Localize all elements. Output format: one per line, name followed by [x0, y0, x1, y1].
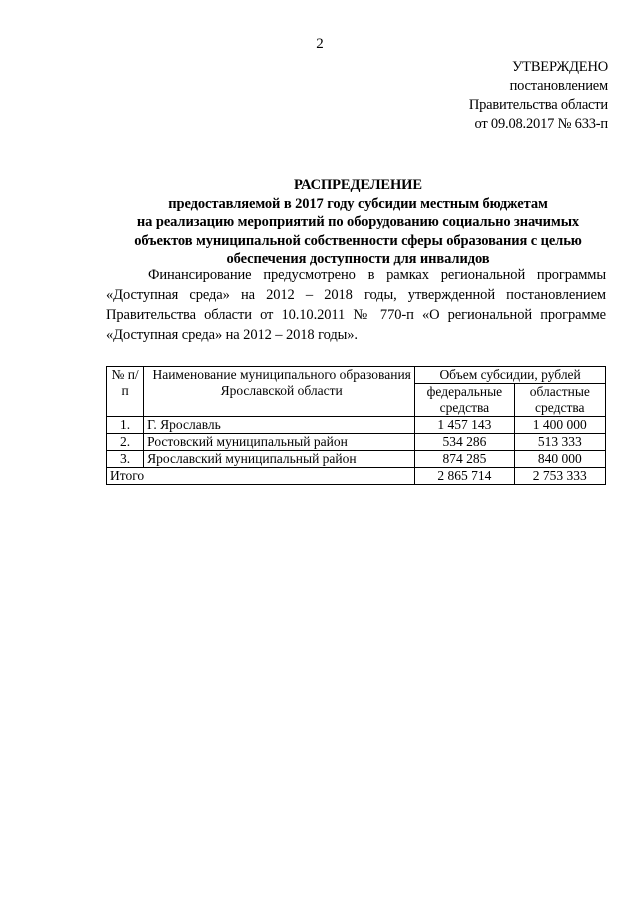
table-row: [107, 434, 606, 451]
header-federal: федеральные средства: [415, 384, 514, 417]
row-num: 1.: [107, 417, 144, 434]
row-federal: 874 285: [415, 451, 514, 468]
approval-line-approved: УТВЕРЖДЕНО: [512, 59, 608, 75]
financing-text: Финансирование предусмотрено в рамках региональной программы «Доступная среда» на 2012 – 2018 годы, утвержденной постановлением Правительства области от 10.10.2011 № 770-п «О региональной программе «Доступная среда» на 2012 – 2018 годы».: [106, 267, 606, 343]
financing-paragraph: [106, 265, 606, 345]
page-number: 2: [316, 36, 324, 52]
approval-line-date: от 09.08.2017 № 633-п: [474, 116, 608, 132]
row-name: Ярославский муниципальный район: [144, 451, 415, 468]
table-total-row: [107, 468, 606, 485]
row-name: Ростовский муниципальный район: [144, 434, 415, 451]
row-num: 3.: [107, 451, 144, 468]
row-federal: 1 457 143: [415, 417, 514, 434]
header-num: № п/п: [107, 367, 144, 417]
row-name: Г. Ярославль: [144, 417, 415, 434]
heading-line-3: объектов муниципальной собственности сферы образования с целью: [134, 232, 582, 249]
row-regional: 513 333: [514, 434, 605, 451]
table-row: [107, 417, 606, 434]
header-regional: областные средства: [514, 384, 605, 417]
total-regional: 2 753 333: [514, 468, 605, 485]
heading-line-1: предоставляемой в 2017 году субсидии местным бюджетам: [168, 195, 548, 212]
document-heading: [60, 176, 640, 269]
row-regional: 1 400 000: [514, 417, 605, 434]
header-name: Наименование муниципального образования Ярославской области: [144, 367, 415, 417]
heading-line-4: обеспечения доступности для инвалидов: [226, 251, 490, 268]
total-label: Итого: [107, 468, 415, 485]
total-federal: 2 865 714: [415, 468, 514, 485]
heading-title: РАСПРЕДЕЛЕНИЕ: [294, 177, 422, 193]
subsidy-table: [106, 366, 606, 485]
row-regional: 840 000: [514, 451, 605, 468]
heading-line-2: на реализацию мероприятий по оборудованию социально значимых: [136, 214, 580, 231]
table-row: [107, 451, 606, 468]
header-volume: Объем субсидии, рублей: [415, 367, 606, 384]
row-federal: 534 286: [415, 434, 514, 451]
approval-stamp: [469, 58, 608, 134]
table-header-row: [107, 367, 606, 384]
approval-line-decree: постановлением: [509, 78, 608, 94]
approval-line-government: Правительства области: [468, 97, 608, 113]
row-num: 2.: [107, 434, 144, 451]
